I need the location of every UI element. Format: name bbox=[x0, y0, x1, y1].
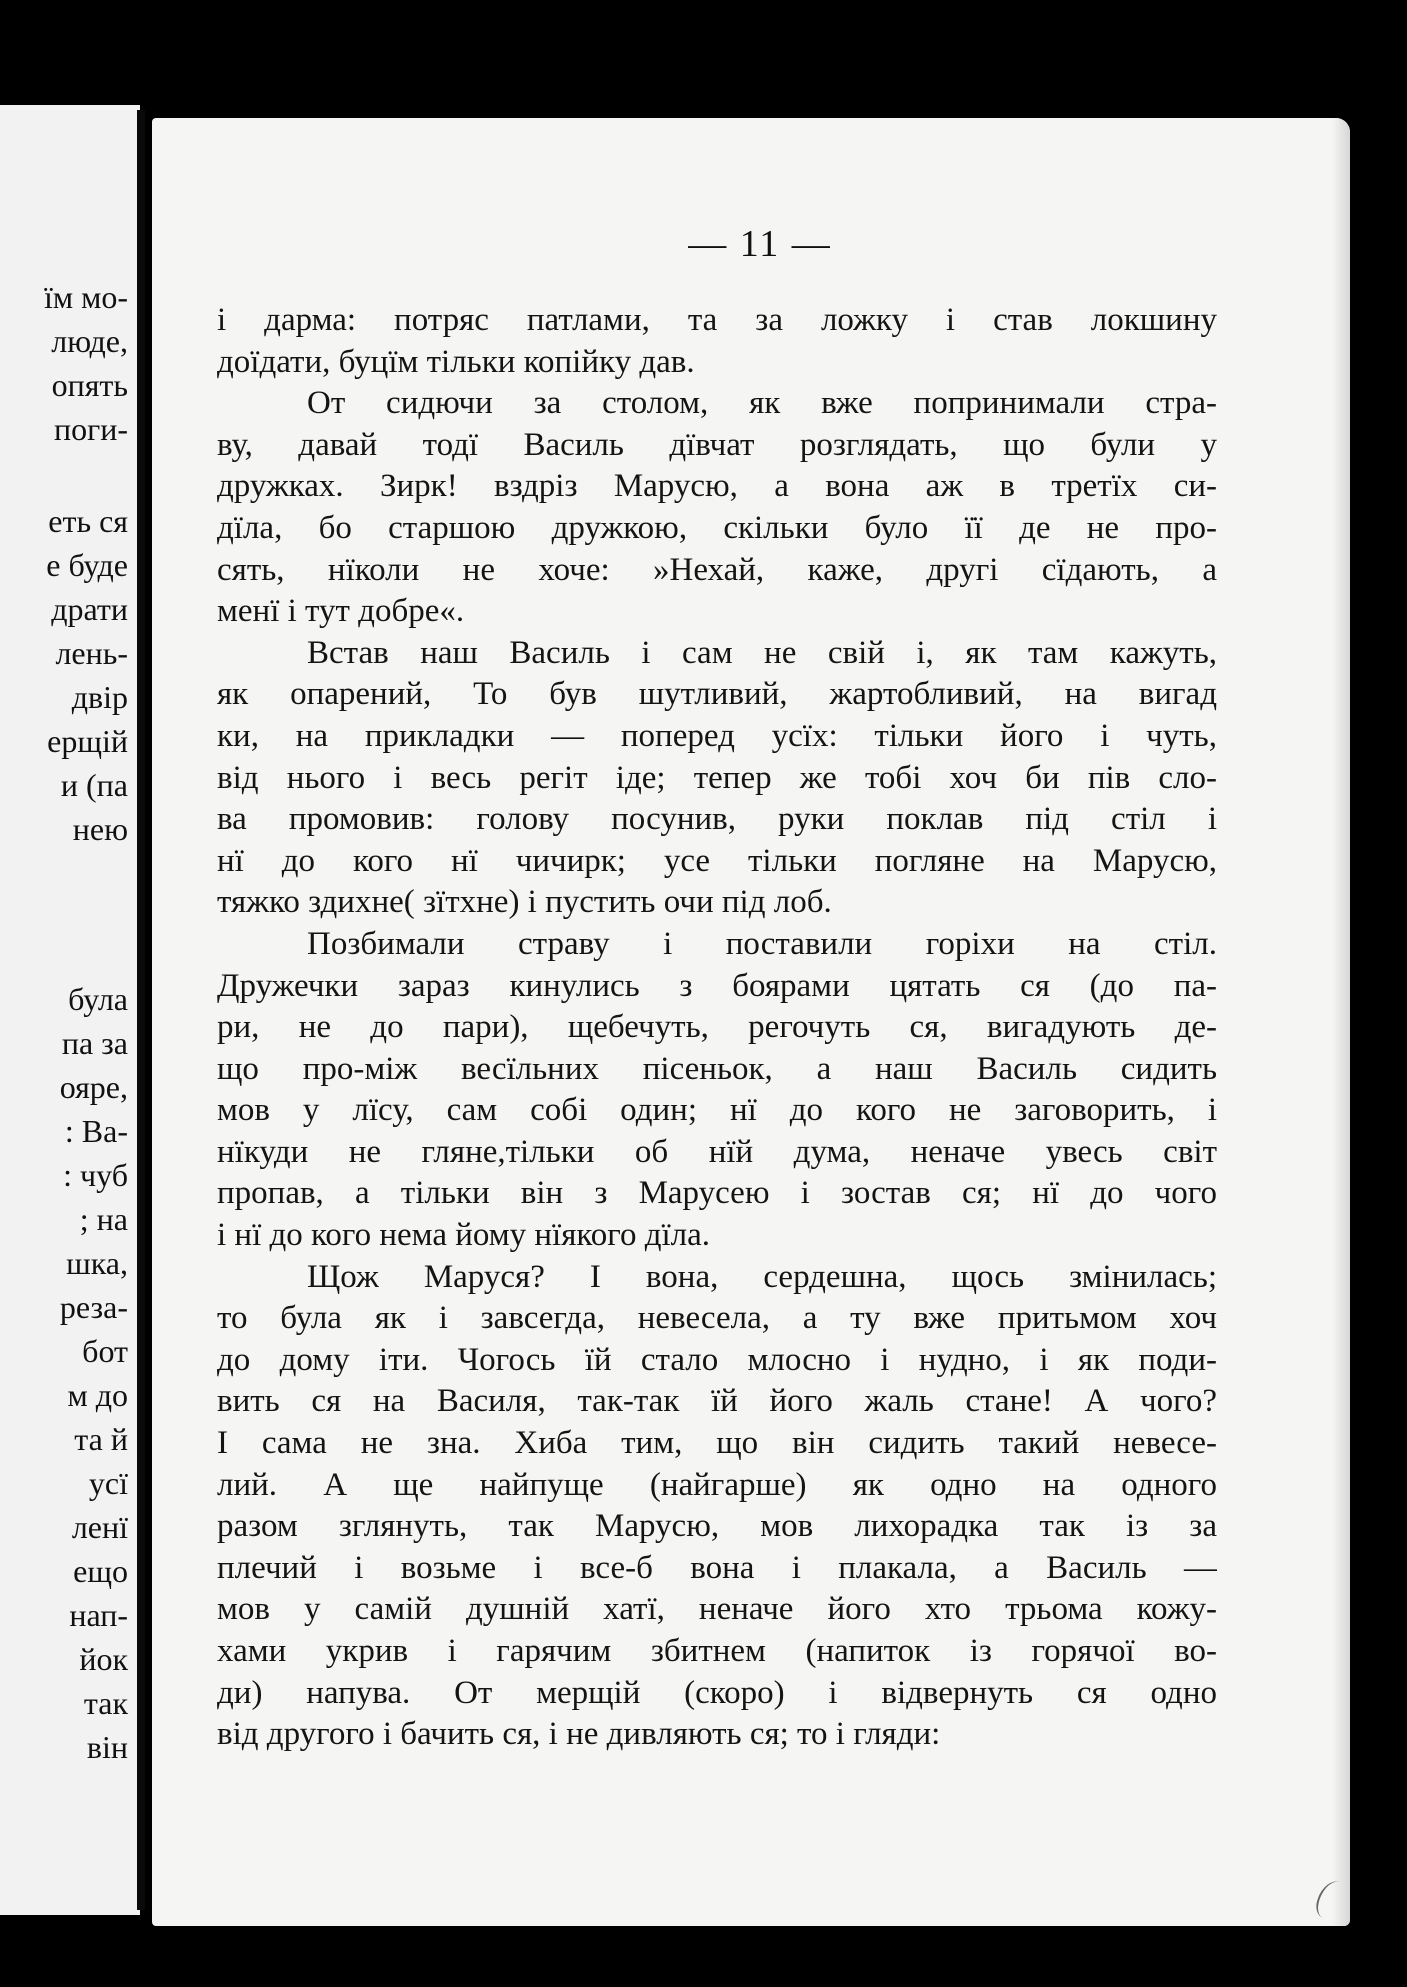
previous-page-fragment: и (па bbox=[60, 767, 128, 803]
previous-page-fragment: та й bbox=[74, 1421, 128, 1457]
text-line: лий. А ще найпуще (найгарше) як одно на одного bbox=[217, 1466, 1217, 1503]
text-line: Дружечки зараз кинулись з боярами цятать ся (до па- bbox=[217, 967, 1217, 1004]
previous-page-fragment: драти bbox=[51, 591, 128, 627]
text-line: як опарений, То був шутливий, жартобливий, на вигад bbox=[217, 676, 1217, 713]
text-line: нїкуди не гляне,тільки об нїй дума, неначе увесь світ bbox=[217, 1133, 1217, 1170]
page-edge bbox=[1332, 118, 1350, 1926]
previous-page-fragment: : чуб bbox=[63, 1157, 128, 1193]
text-line: нї до кого нї чичирк; усе тільки погляне на Марусю, bbox=[217, 842, 1217, 879]
previous-page-fragment: е буде bbox=[46, 547, 128, 583]
page-body-text bbox=[217, 300, 1217, 1756]
text-line: ди) напува. От мерщій (скоро) і відвернуть ся одно bbox=[217, 1674, 1217, 1711]
text-line: то була як і завсегда, невесела, а ту вже притьмом хоч bbox=[217, 1300, 1217, 1337]
text-line: ву, давай тодї Василь дївчат розглядать, що були у bbox=[217, 426, 1217, 463]
previous-page-fragment: усї bbox=[88, 1465, 128, 1501]
text-line: разом зглянуть, так Марусю, мов лихорадка так із за bbox=[217, 1508, 1217, 1545]
text-line: менї і тут добре«. bbox=[217, 593, 465, 630]
text-line: От сидючи за столом, як вже попринимали стра- bbox=[307, 385, 1217, 422]
text-line: ва промовив: голову посунив, руки поклав під стіл і bbox=[217, 801, 1217, 838]
text-line: ри, не до пари), щебечуть, регочуть ся, вигадують де- bbox=[217, 1009, 1217, 1046]
text-line: від нього і весь регіт іде; тепер же тобі хоч би пів сло- bbox=[217, 759, 1217, 796]
previous-page-fragment: ерщій bbox=[47, 723, 128, 759]
previous-page-strip bbox=[0, 105, 140, 1915]
text-line: мов у самій душній хатї, неначе його хто трьома кожу- bbox=[217, 1591, 1217, 1628]
previous-page-fragment: опять bbox=[51, 367, 128, 403]
previous-page-fragment: ояре, bbox=[59, 1069, 128, 1105]
text-line: хами укрив і гарячим збитнем (напиток із горячої во- bbox=[217, 1633, 1217, 1669]
previous-page-fragment: люде, bbox=[51, 323, 128, 359]
previous-page-fragment: була bbox=[68, 981, 128, 1017]
previous-page-fragment: реза- bbox=[59, 1289, 128, 1325]
previous-page-fragment: так bbox=[83, 1685, 128, 1721]
text-line: до дому іти. Чогось їй стало млосно і нудно, і як поди- bbox=[217, 1341, 1217, 1378]
text-line: і дарма: потряс патлами, та за ложку і став локшину bbox=[217, 302, 1217, 338]
previous-page-fragment: двір bbox=[71, 679, 128, 715]
page-number: — 11 — bbox=[688, 223, 832, 265]
text-line: дружках. Зирк! вздріз Марусю, а вона аж в третїх си- bbox=[217, 468, 1217, 505]
book-gutter bbox=[137, 110, 145, 1910]
text-line: сять, нїколи не хоче: »Нехай, каже, другі сїдають, а bbox=[217, 551, 1217, 588]
text-line: І сама не зна. Хиба тим, що він сидить такий невесе- bbox=[217, 1425, 1217, 1462]
previous-page-fragment: па за bbox=[61, 1025, 128, 1061]
previous-page-fragment: їм мо- bbox=[43, 279, 128, 315]
previous-page-fragment: він bbox=[86, 1729, 128, 1765]
text-line: Позбимали страву і поставили горіхи на стіл. bbox=[307, 925, 1217, 962]
previous-page-fragment: ; на bbox=[79, 1201, 128, 1237]
book-page bbox=[152, 118, 1350, 1926]
previous-page-fragment: нап- bbox=[69, 1597, 128, 1633]
text-line: ки, на прикладки — поперед усїх: тільки його і чуть, bbox=[217, 717, 1217, 754]
previous-page-fragment: еть ся bbox=[48, 503, 128, 539]
previous-page-fragment: м до bbox=[67, 1377, 128, 1413]
previous-page-fragment: ещо bbox=[73, 1553, 128, 1589]
text-line: і нї до кого нема йому нїякого дїла. bbox=[217, 1217, 711, 1254]
text-line: Щож Маруся? І вона, сердешна, щось змінилась; bbox=[307, 1258, 1217, 1295]
previous-page-fragment: шка, bbox=[66, 1245, 128, 1281]
text-line: доїдати, буцїм тільки копійку дав. bbox=[217, 343, 695, 380]
previous-page-fragment: йок bbox=[79, 1641, 128, 1677]
previous-page-fragment: бот bbox=[82, 1333, 128, 1369]
previous-page-fragment: лень- bbox=[55, 635, 128, 671]
previous-page-fragment: ленї bbox=[71, 1509, 128, 1545]
text-line: вить ся на Василя, так-так їй його жаль стане! А чого? bbox=[217, 1383, 1217, 1420]
previous-page-text bbox=[0, 275, 128, 1769]
text-line: мов у лїсу, сам собі один; нї до кого не заговорить, і bbox=[217, 1092, 1217, 1129]
text-line: Встав наш Василь і сам не свій і, як там кажуть, bbox=[307, 634, 1217, 671]
previous-page-fragment: нею bbox=[72, 811, 128, 847]
text-line: пропав, а тільки він з Марусею і зостав ся; нї до чого bbox=[217, 1175, 1217, 1212]
text-line: що про-між весїльних пісеньок, а наш Василь сидить bbox=[217, 1050, 1217, 1087]
previous-page-fragment: : Ва- bbox=[64, 1113, 128, 1149]
previous-page-fragment: поги- bbox=[53, 411, 128, 447]
text-line: плечий і возьме і все-б вона і плакала, а Василь — bbox=[217, 1549, 1217, 1586]
text-line: дїла, бо старшою дружкою, скільки було її де не про- bbox=[217, 509, 1217, 546]
text-line: від другого і бачить ся, і не дивляють ся; то і гляди: bbox=[217, 1716, 941, 1753]
text-line: тяжко здихне( зїтхне) і пустить очи під лоб. bbox=[217, 884, 832, 921]
